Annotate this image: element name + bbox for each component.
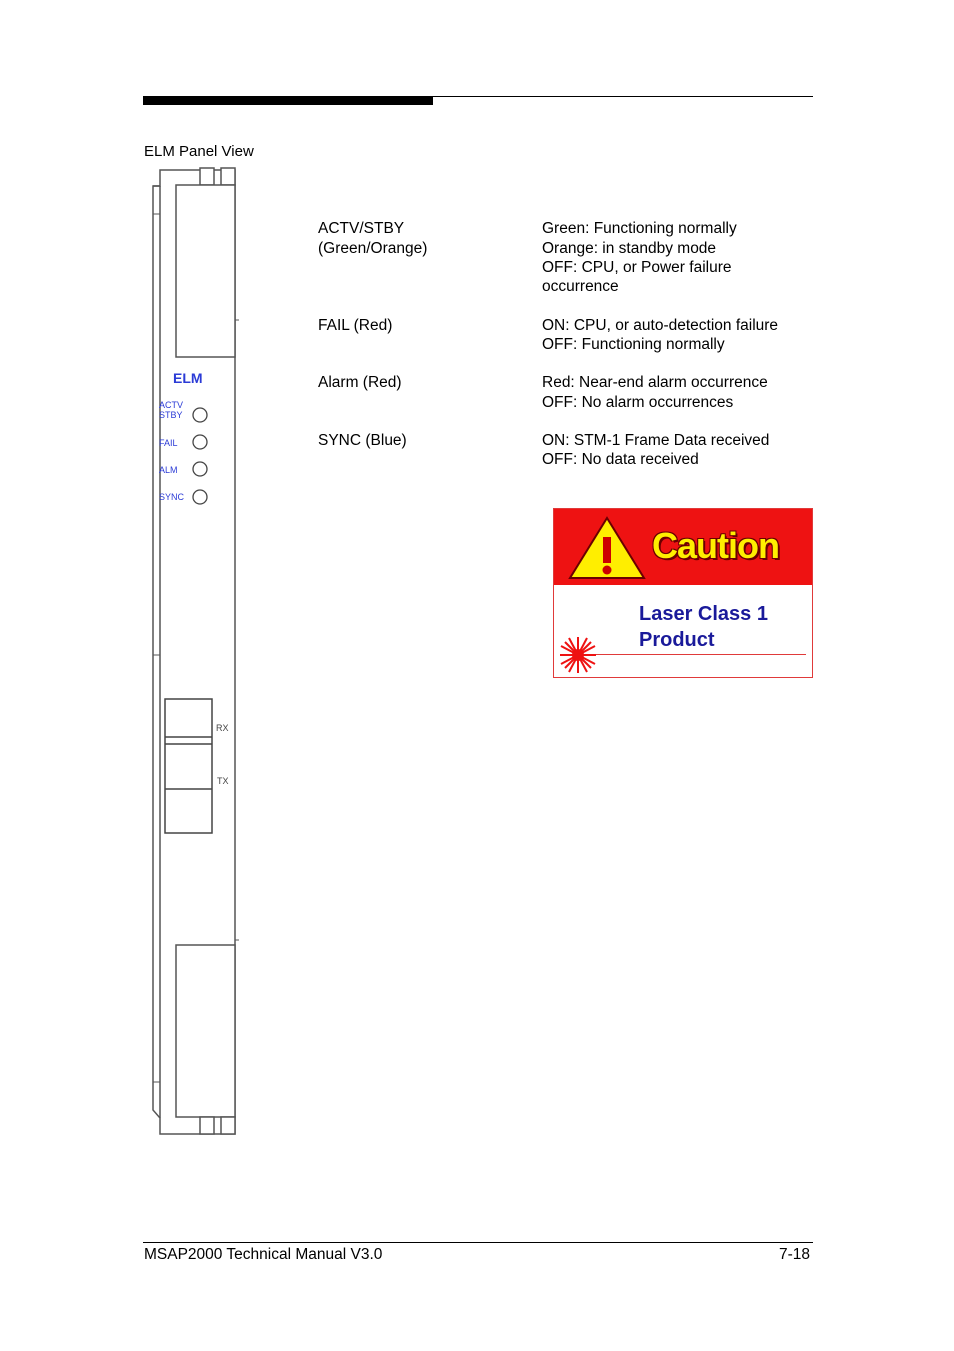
optical-port: [165, 699, 212, 833]
led-desc-actv-line4: occurrence: [542, 278, 619, 295]
led-fail: [193, 435, 207, 449]
laser-line-2: Product: [639, 629, 715, 651]
footer-rule: [143, 1242, 813, 1243]
led-alm: [193, 462, 207, 476]
led-name-fail: FAIL (Red): [318, 317, 393, 334]
led-desc-actv-line1: Green: Functioning normally: [542, 220, 737, 237]
footer-title: MSAP2000 Technical Manual V3.0: [144, 1246, 383, 1263]
laser-burst-icon: [558, 635, 598, 675]
led-desc-sync-line2: OFF: No data received: [542, 451, 699, 468]
page-number: 7-18: [778, 1246, 810, 1263]
caution-header: [554, 509, 812, 585]
laser-class-text: [639, 601, 768, 653]
led-label-alm: ALM: [159, 465, 178, 475]
led-desc-sync-line1: ON: STM-1 Frame Data received: [542, 432, 770, 449]
led-name-alarm: Alarm (Red): [318, 374, 402, 391]
section-title: ELM Panel View: [144, 143, 254, 160]
led-name-sync: SYNC (Blue): [318, 432, 407, 449]
led-desc-alarm-line1: Red: Near-end alarm occurrence: [542, 374, 768, 391]
led-label-actv: ACTV: [159, 400, 184, 410]
port-label-tx: TX: [217, 776, 229, 786]
led-desc-fail-line1: ON: CPU, or auto-detection failure: [542, 317, 779, 334]
led-desc-fail-line2: OFF: Functioning normally: [542, 336, 725, 353]
warning-triangle-icon: [568, 515, 646, 581]
led-desc-alarm-line2: OFF: No alarm occurrences: [542, 394, 734, 411]
led-name-actv-line1: ACTV/STBY: [318, 220, 405, 237]
port-label-rx: RX: [216, 723, 229, 733]
led-label-stby: STBY: [159, 410, 183, 420]
led-sync: [193, 490, 207, 504]
laser-line-1: Laser Class 1: [639, 603, 768, 625]
led-desc-actv-line2: Orange: in standby mode: [542, 240, 717, 257]
caution-label: [553, 508, 813, 678]
led-desc-actv-line3: OFF: CPU, or Power failure: [542, 259, 732, 276]
led-label-sync: SYNC: [159, 492, 185, 502]
led-label-fail: FAIL: [159, 438, 178, 448]
panel-name: ELM: [173, 370, 203, 386]
caution-title: Caution: [652, 525, 779, 566]
laser-underline: [584, 654, 806, 655]
led-name-actv-line2: (Green/Orange): [318, 240, 428, 257]
led-actv-stby: [193, 408, 207, 422]
